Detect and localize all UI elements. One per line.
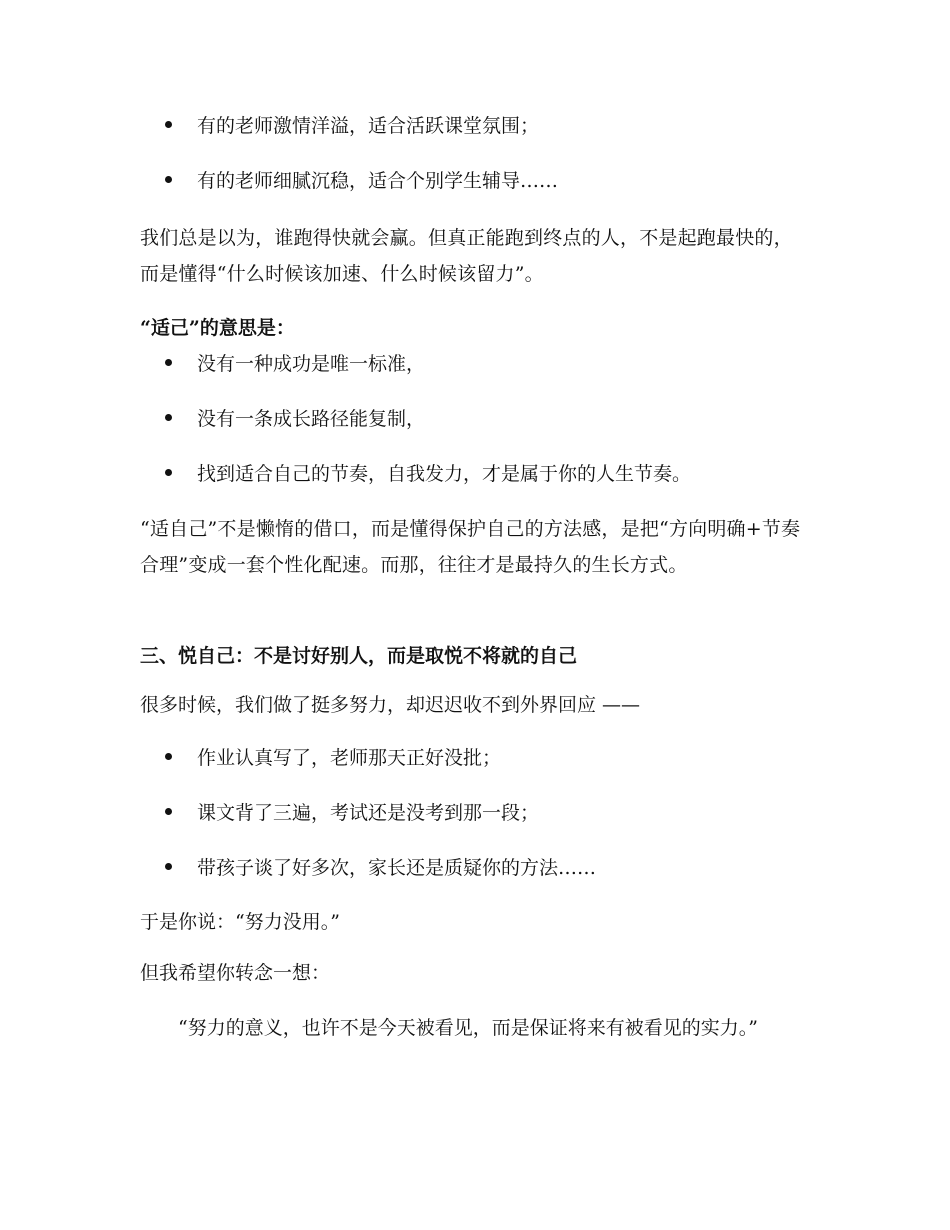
bullet-icon: [165, 121, 172, 128]
list-item-text: 没有一条成长路径能复制，: [197, 408, 426, 430]
section-title: 三、悦自己：不是讨好别人，而是取悦不将就的自己: [140, 645, 578, 667]
bullet-icon: [165, 414, 172, 421]
paragraph: 很多时候，我们做了挺多努力，却迟迟收不到外界回应 ——: [140, 694, 641, 716]
list-item-text: 带孩子谈了好多次，家长还是质疑你的方法……: [197, 857, 597, 879]
list-item-text: 找到适合自己的节奏，自我发力，才是属于你的人生节奏。: [197, 463, 692, 485]
paragraph: 我们总是以为，谁跑得快就会赢。但真正能跑到终点的人，不是起跑最快的，而是懂得“什么时候该加速、什么时候该留力”。: [140, 227, 793, 285]
bullet-icon: [165, 753, 172, 760]
paragraph: 于是你说：“努力没用。”: [140, 911, 340, 933]
bullet-icon: [165, 469, 172, 476]
bullet-icon: [165, 176, 172, 183]
list-item-text: 课文背了三遍，考试还是没考到那一段；: [197, 802, 540, 824]
list-item-text: 有的老师细腻沉稳，适合个别学生辅导……: [197, 170, 559, 192]
block-quote: “努力的意义，也许不是今天被看见，而是保证将来有被看见的实力。”: [178, 1017, 758, 1039]
bullet-icon: [165, 808, 172, 815]
list-item-text: 作业认真写了，老师那天正好没批；: [197, 747, 502, 769]
list-item-text: 有的老师激情洋溢，适合活跃课堂氛围；: [197, 115, 540, 137]
bullet-icon: [165, 359, 172, 366]
bullet-icon: [165, 863, 172, 870]
subheading: “适己”的意思是：: [140, 317, 295, 339]
paragraph: 但我希望你转念一想：: [140, 962, 331, 984]
paragraph: “适自己”不是懒惰的借口，而是懂得保护自己的方法感，是把“方向明确+节奏合理”变成一套个性化配速。而那，往往才是最持久的生长方式。: [140, 518, 801, 576]
list-item-text: 没有一种成功是唯一标准，: [197, 353, 426, 375]
